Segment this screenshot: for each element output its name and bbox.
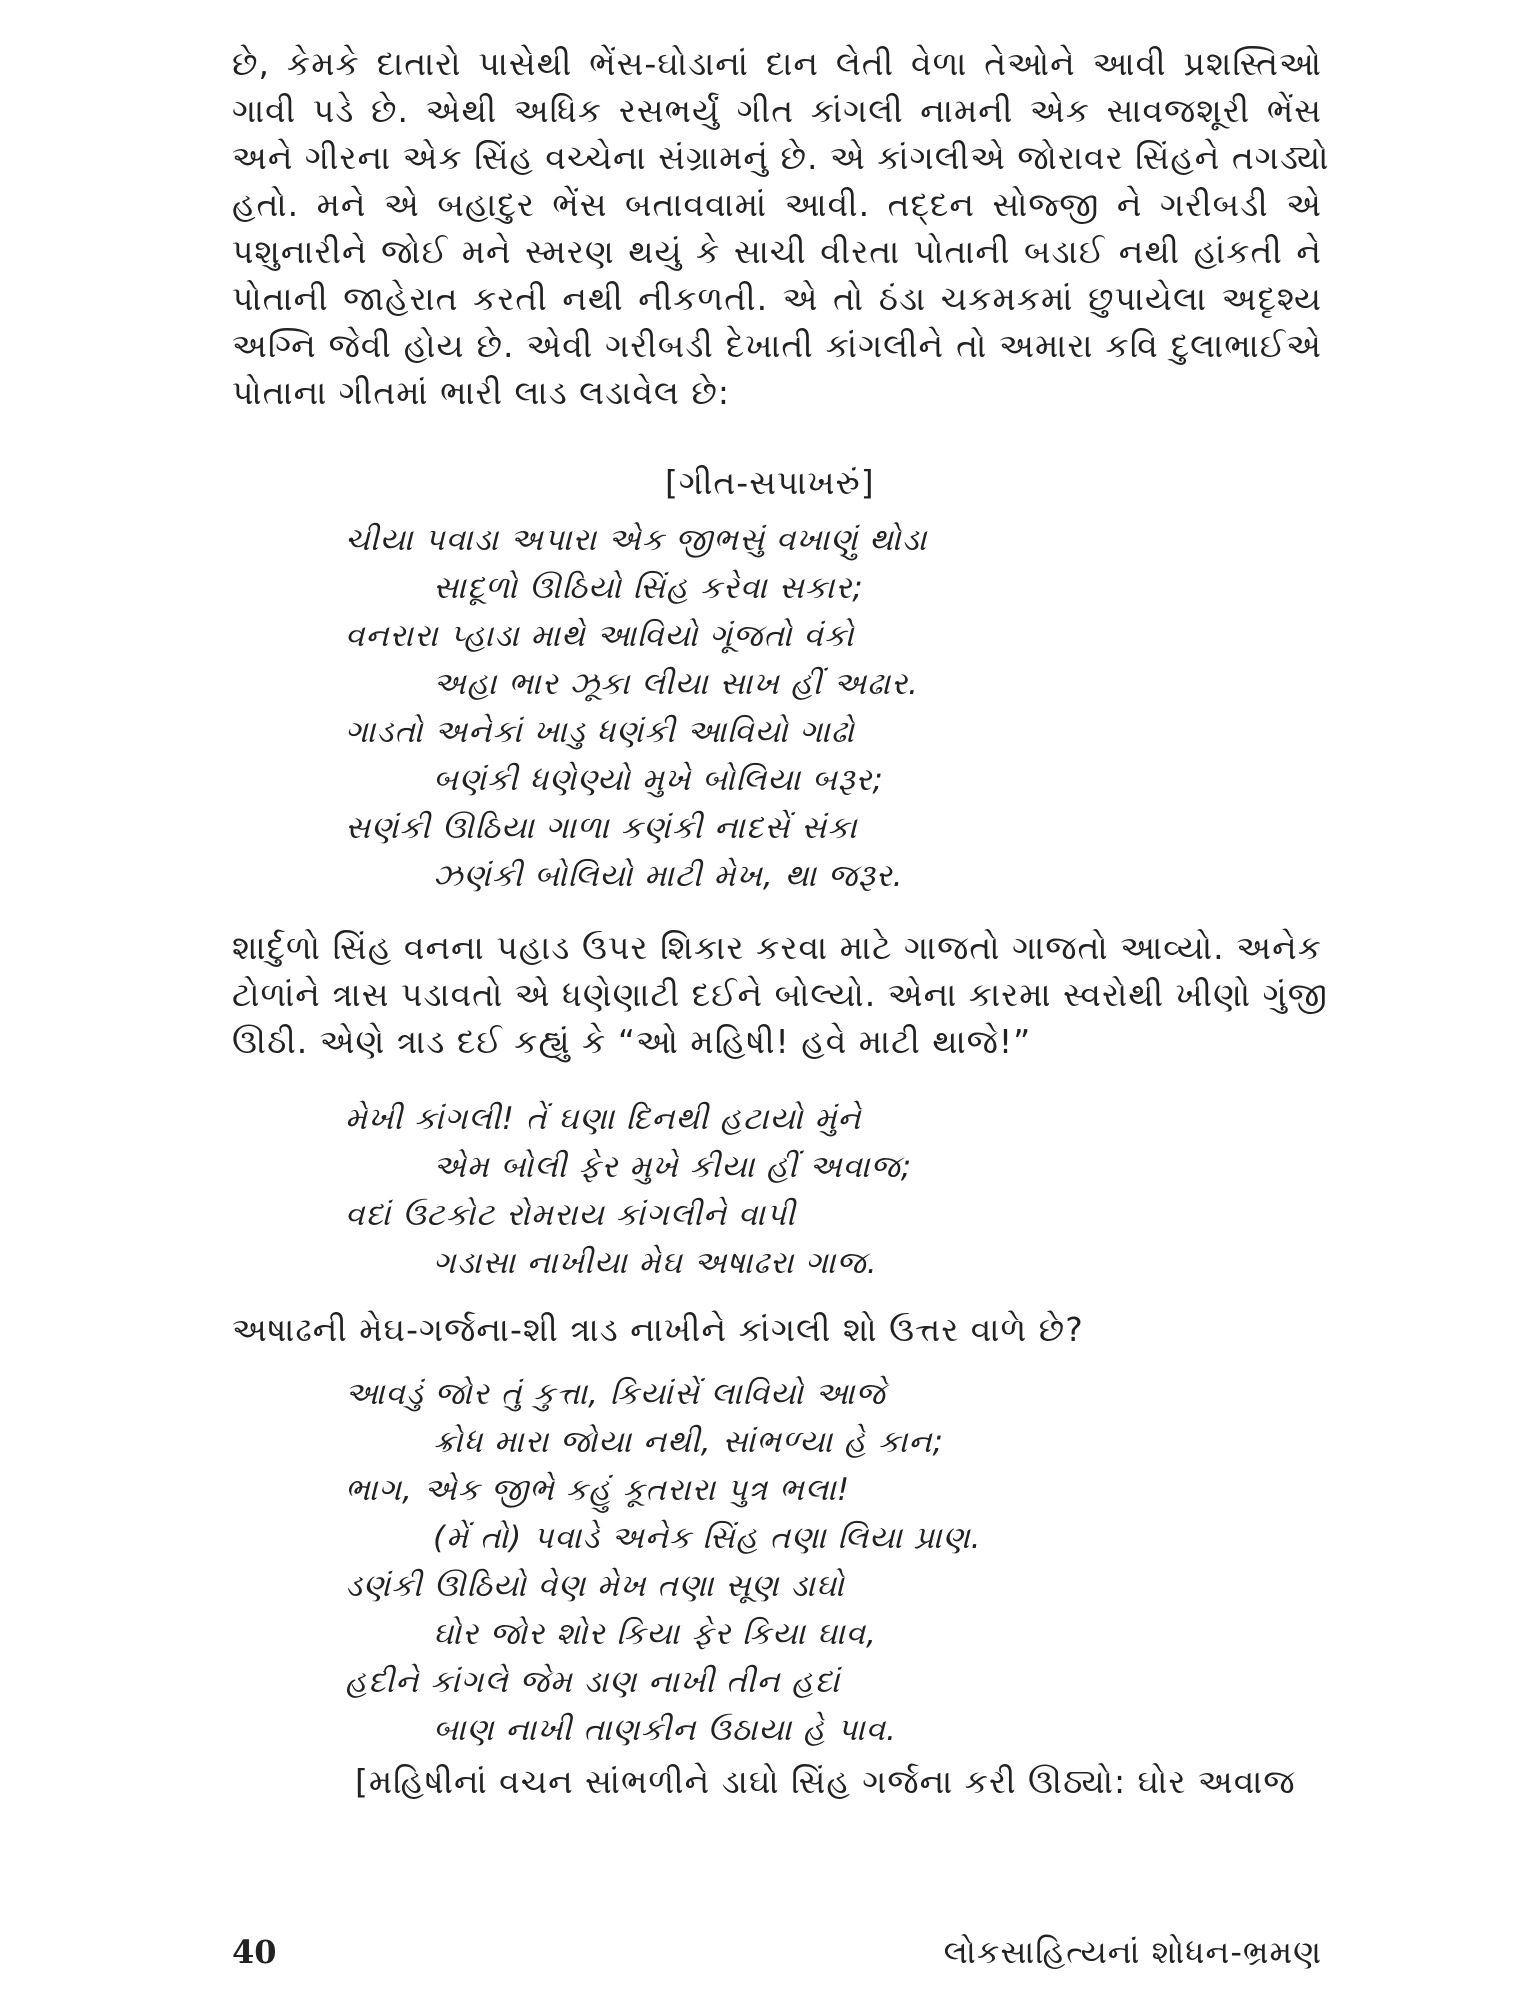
text-line: શાર્દુળો સિંહ વનના પહાડ ઉપર શિકાર કરવા માટે ગાજતો ગાજતો આવ્યો. અનેક bbox=[232, 928, 1322, 967]
verse-line: આવડું જોર તું કુત્તા, કિયાંસેં લાવિયો આજે bbox=[345, 1376, 886, 1412]
text-line: હતો. મને એ બહાદુર ભેંસ બતાવવામાં આવી. તદ્દન સોજ્જી ને ગરીબડી એ bbox=[232, 185, 1322, 224]
verse-line: બણંકી ધણેણ્યો મુખે બોલિયા બરૂર; bbox=[433, 762, 884, 798]
running-footer-title: લોકસાહિત્યનાં શોધન-ભ્રમણ bbox=[943, 1933, 1322, 1971]
verse-line: મેખી કાંગલી! તેં ઘણા દિનથી હટાયો મુંને bbox=[345, 1101, 862, 1137]
verse-1 bbox=[345, 516, 1245, 900]
paragraph-1 bbox=[232, 40, 1330, 416]
verse-line: ક્રોધ મારા જોયા નથી, સાંભળ્યા હે કાન; bbox=[433, 1424, 944, 1460]
text-line: અગ્નિ જેવી હોય છે. એવી ગરીબડી દેખાતી કાંગલીને તો અમારા કવિ દુલાભાઈએ bbox=[232, 326, 1322, 365]
text-line: [મહિષીનાં વચન સાંભળીને ડાઘો સિંહ ગર્જના કરી ઊઠ્યો: ઘોર અવાજ bbox=[355, 1762, 1296, 1801]
text-line: ગાવી પડે છે. એથી અધિક રસભર્યું ગીત કાંગલી નામની એક સાવજશૂરી ભેંસ bbox=[232, 91, 1322, 130]
verse-line: અહા ભાર ઝૂકા લીયા સાખ હીં અઢાર. bbox=[433, 666, 919, 702]
verse-line: ગડાસા નાખીયા મેઘ અષાઢરા ગાજ. bbox=[433, 1245, 878, 1281]
verse-line: ડણંકી ઊઠિયો વેણ મેખ તણા સૂણ ડાઘો bbox=[345, 1568, 845, 1604]
verse-line: (મેં તો) પવાડે અનેક સિંહ તણા લિયા પ્રાણ. bbox=[433, 1520, 982, 1556]
verse-line: સણંકી ઊઠિયા ગાળા કણંકી નાદસેં સંકા bbox=[345, 810, 858, 846]
page-number: 40 bbox=[232, 1933, 277, 1971]
verse-3 bbox=[345, 1370, 1245, 1754]
text-line: પોતાની જાહેરાત કરતી નથી નીકળતી. એ તો ઠંડા ચકમકમાં છુપાયેલા અદૃશ્ય bbox=[232, 279, 1322, 318]
verse-line: ચીયા પવાડા અપારા એક જીભસું વખાણું થોડા bbox=[345, 522, 928, 558]
text-line: છે, કેમકે દાતારો પાસેથી ભેંસ-ઘોડાનાં દાન લેતી વેળા તેઓને આવી પ્રશસ્તિઓ bbox=[232, 44, 1322, 83]
paragraph-4 bbox=[355, 1758, 1295, 1805]
verse-line: સાદૂળો ઊઠિયો સિંહ કરેવા સકાર; bbox=[433, 570, 864, 606]
verse-line: ઘોર જોર શોર કિયા ફેર કિયા ઘાવ, bbox=[433, 1616, 877, 1652]
song-heading: [ગીત-સપાખરું] bbox=[665, 463, 875, 502]
text-line: અષાઢની મેઘ-ગર્જના-શી ત્રાડ નાખીને કાંગલી શો ઉત્તર વાળે છે? bbox=[232, 1310, 1084, 1349]
paragraph-3 bbox=[232, 1306, 1322, 1353]
verse-line: હદીને કાંગલે જેમ ડાણ નાખી તીન હદાં bbox=[345, 1664, 841, 1700]
verse-line: બાણ નાખી તાણકીન ઉઠાયા હે પાવ. bbox=[433, 1712, 897, 1748]
paragraph-2 bbox=[232, 924, 1328, 1065]
text-line: અને ગીરના એક સિંહ વચ્ચેના સંગ્રામનું છે. એ કાંગલીએ જોરાવર સિંહને તગડ્યો bbox=[232, 138, 1330, 177]
text-line: ટોળાંને ત્રાસ પડાવતો એ ધણેણાટી દઈને બોલ્યો. એના કારમા સ્વરોથી ખીણો ગુંજી bbox=[232, 975, 1328, 1014]
verse-line: વદાં ઉટકોટ રોમરાય કાંગલીને વાપી bbox=[345, 1197, 796, 1233]
text-line: ઊઠી. એણે ત્રાડ દઈ કહ્યું કે “ઓ મહિષી! હવે માટી થાજે!” bbox=[232, 1022, 1032, 1061]
verse-line: ભાગ, એક જીભે કહું કૂતરારા પુત્ર ભલા! bbox=[345, 1472, 851, 1508]
text-line: પશુનારીને જોઈ મને સ્મરણ થયું કે સાચી વીરતા પોતાની બડાઈ નથી હાંકતી ને bbox=[232, 232, 1322, 271]
verse-line: ઝણંકી બોલિયો માટી મેખ, થા જરૂર. bbox=[433, 858, 904, 894]
verse-line: ગાડતો અનેકાં ખાડુ ધણંકી આવિયો ગાઢો bbox=[345, 714, 855, 750]
verse-2 bbox=[345, 1095, 1245, 1287]
verse-line: એમ બોલી ફેર મુખે કીયા હીં અવાજ; bbox=[433, 1149, 913, 1185]
text-line: પોતાના ગીતમાં ભારી લાડ લડાવેલ છે: bbox=[232, 373, 730, 412]
verse-line: વનરારા પ્હાડા માથે આવિયો ગૂંજતો વંકો bbox=[345, 618, 855, 654]
